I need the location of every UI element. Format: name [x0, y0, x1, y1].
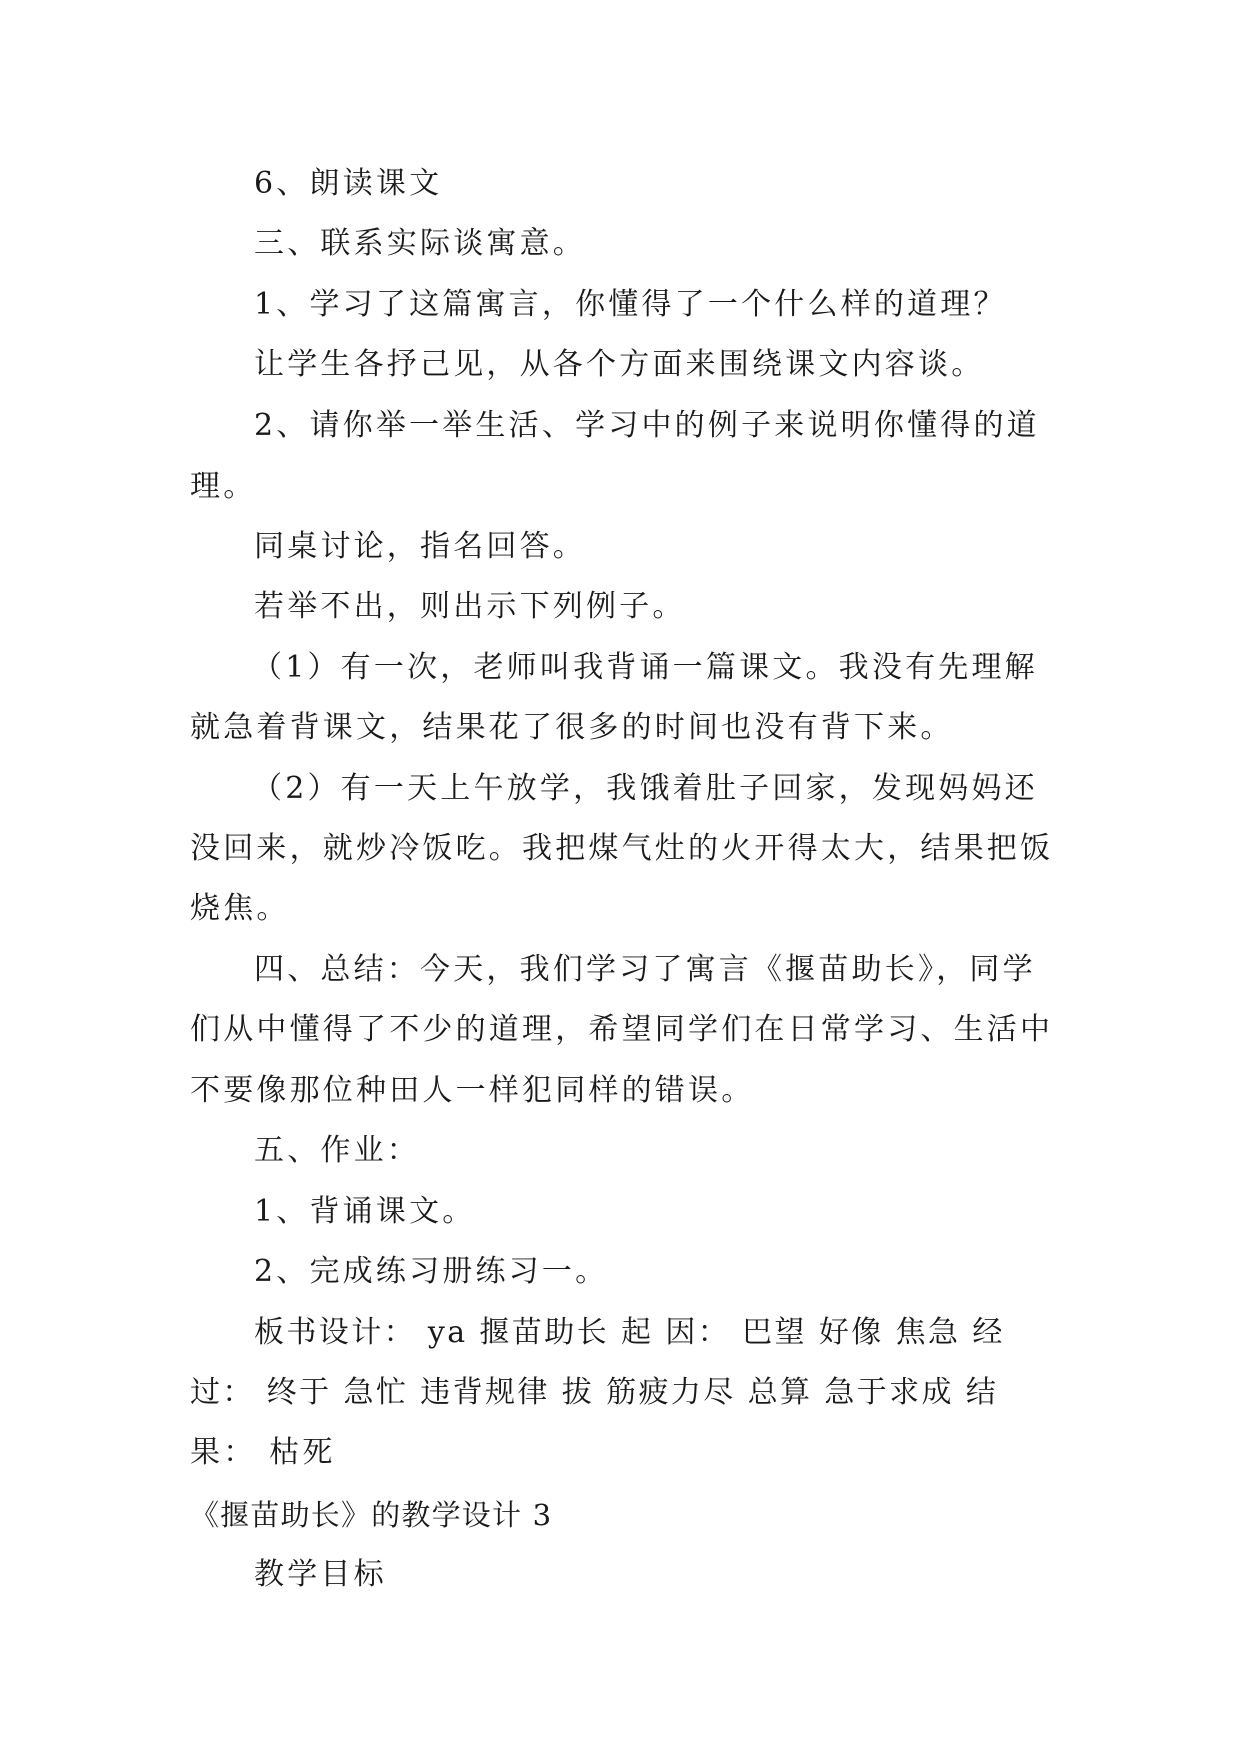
- paragraph-line: 6、朗读课文: [254, 166, 443, 201]
- section-heading: 四、总结：今天，我们学习了寓言《揠苗助长》，同学: [254, 952, 1036, 987]
- paragraph-line: （2）有一天上午放学，我饿着肚子回家，发现妈妈还: [252, 771, 1038, 806]
- section-heading: 三、联系实际谈寓意。: [254, 226, 586, 261]
- paragraph-line: 让学生各抒己见，从各个方面来围绕课文内容谈。: [254, 347, 985, 382]
- section-heading: 五、作业：: [254, 1133, 420, 1168]
- paragraph-line: 2、完成练习册练习一。: [254, 1254, 609, 1289]
- paragraph-line: 2、请你举一举生活、学习中的例子来说明你懂得的道: [254, 408, 1040, 443]
- paragraph-line: 不要像那位种田人一样犯同样的错误。: [190, 1073, 755, 1108]
- paragraph-line: 1、背诵课文。: [254, 1194, 476, 1229]
- paragraph-line: 若举不出，则出示下列例子。: [254, 589, 686, 624]
- paragraph-line: 们从中懂得了不少的道理，希望同学们在日常学习、生活中: [190, 1012, 1054, 1047]
- paragraph-line: （1）有一次，老师叫我背诵一篇课文。我没有先理解: [252, 650, 1038, 685]
- paragraph-line: 过： 终于 急忙 违背规律 拔 筋疲力尽 总算 急于求成 结: [190, 1375, 999, 1410]
- section-heading: 教学目标: [254, 1557, 387, 1592]
- paragraph-line: 1、学习了这篇寓言，你懂得了一个什么样的道理？: [254, 287, 1007, 322]
- paragraph-line: 就急着背课文，结果花了很多的时间也没有背下来。: [190, 710, 954, 745]
- paragraph-line: 没回来，就炒冷饭吃。我把煤气灶的火开得太大，结果把饭: [190, 831, 1054, 866]
- paragraph-line: 同桌讨论，指名回答。: [254, 529, 586, 564]
- paragraph-line: 板书设计： ya 揠苗助长 起 因： 巴望 好像 焦急 经: [254, 1315, 1005, 1350]
- paragraph-line: 果： 枯死: [190, 1435, 336, 1470]
- paragraph-line: 理。: [190, 469, 257, 504]
- paragraph-line: 烧焦。: [190, 891, 290, 926]
- document-title: 《揠苗助长》的教学设计 3: [190, 1498, 553, 1532]
